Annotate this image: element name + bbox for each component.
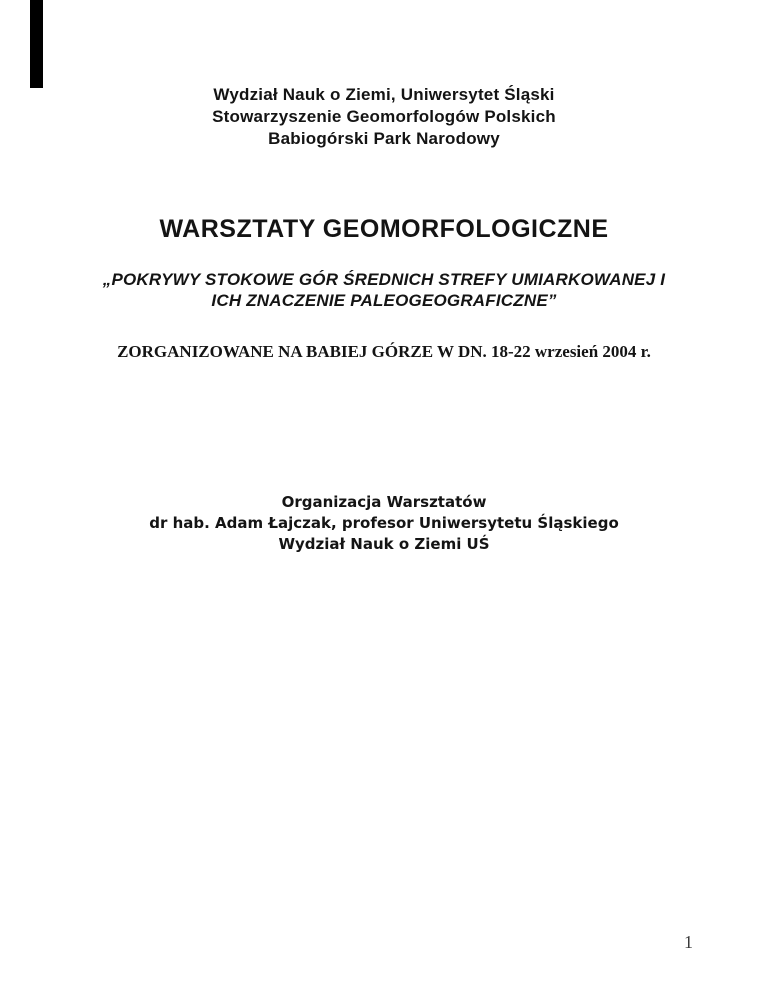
subtitle-line-2: ICH ZNACZENIE PALEOGEOGRAFICZNE” <box>211 291 557 310</box>
subtitle-line-1: „POKRYWY STOKOWE GÓR ŚREDNICH STREFY UMIARKOWANEJ I <box>102 270 666 289</box>
institution-line-faculty: Wydział Nauk o Ziemi, Uniwersytet Śląski <box>213 85 555 104</box>
organizers-heading: Organizacja Warsztatów <box>281 493 487 511</box>
document-subtitle <box>0 269 768 311</box>
institution-header <box>0 84 768 150</box>
institution-line-association: Stowarzyszenie Geomorfologów Polskich <box>212 107 556 126</box>
page-number: 1 <box>684 932 693 952</box>
event-location-date: ZORGANIZOWANE NA BABIEJ GÓRZE W DN. 18-22 wrzesień 2004 r. <box>117 342 651 361</box>
document-title: WARSZTATY GEOMORFOLOGICZNE <box>159 215 609 243</box>
organizers-section <box>0 492 768 555</box>
organizer-name: dr hab. Adam Łajczak, profesor Uniwersytetu Śląskiego <box>149 514 619 532</box>
organizer-affiliation: Wydział Nauk o Ziemi UŚ <box>278 535 490 553</box>
institution-line-park: Babiogórski Park Narodowy <box>268 129 500 148</box>
scan-artifact-bar <box>30 0 43 88</box>
